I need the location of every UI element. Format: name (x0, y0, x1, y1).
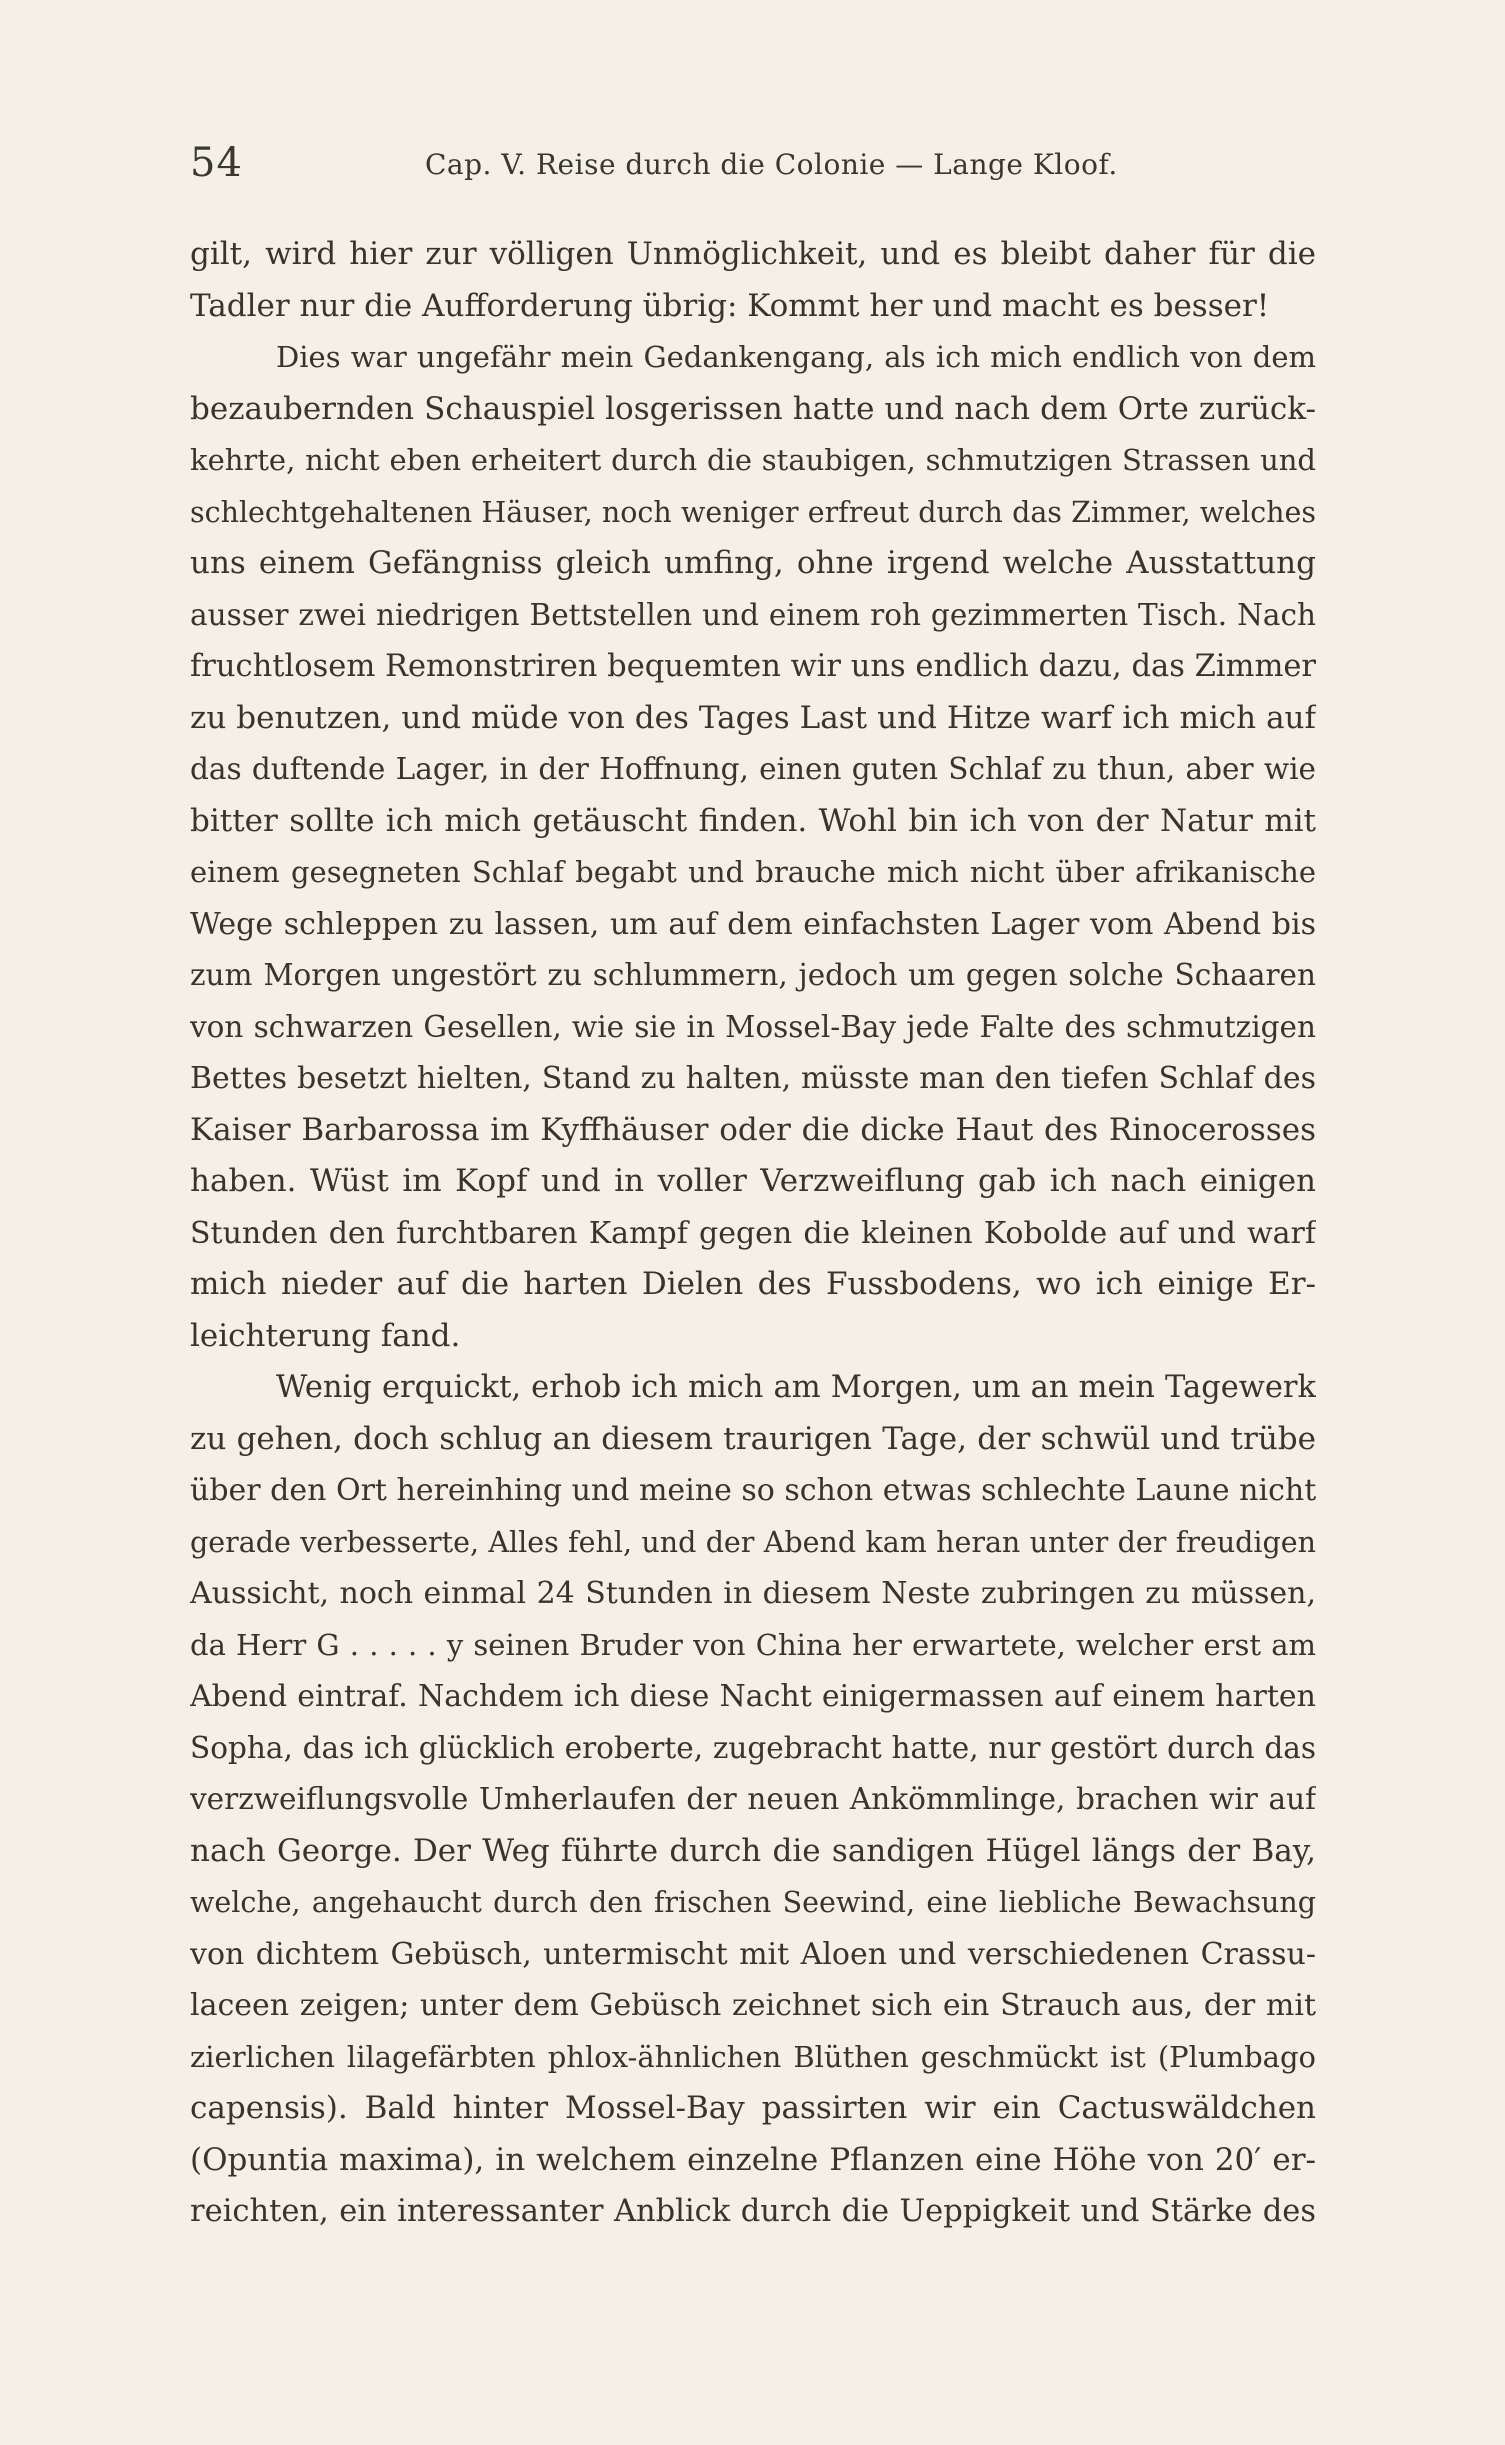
text-line: zum Morgen ungestört zu schlummern, jedoch um gegen solche Schaaren (190, 958, 1316, 992)
text-line: Bettes besetzt hielten, Stand zu halten, müsste man den tiefen Schlaf des (190, 1061, 1316, 1096)
text-line: capensis). Bald hinter Mossel-Bay passirten wir ein Cactuswäldchen (190, 2090, 1316, 2126)
text-line: gerade verbesserte, Alles fehl, und der Abend kam heran unter der freudigen (190, 1525, 1316, 1559)
text-line: von dichtem Gebüsch, untermischt mit Aloen und verschiedenen Crassu- (190, 1936, 1316, 1972)
running-title: Cap. V. Reise durch die Colonie — Lange Kloof. (425, 148, 1118, 181)
text-line: laceen zeigen; unter dem Gebüsch zeichnet sich ein Strauch aus, der mit (190, 1988, 1316, 2023)
text-line: leichterung fand. (190, 1317, 461, 1354)
text-line: ausser zwei niedrigen Bettstellen und einem roh gezimmerten Tisch. Nach (190, 597, 1316, 632)
text-line: über den Ort hereinhing und meine so schon etwas schlechte Laune nicht (190, 1473, 1316, 1508)
text-line: Aussicht, noch einmal 24 Stunden in diesem Neste zubringen zu müssen, (190, 1576, 1316, 1611)
text-line: verzweiflungsvolle Umherlaufen der neuen Ankömmlinge, brachen wir auf (190, 1782, 1316, 1816)
text-line: bitter sollte ich mich getäuscht finden. Wohl bin ich von der Natur mit (190, 802, 1316, 839)
body-text (190, 229, 1316, 2238)
text-line: Kaiser Barbarossa im Kyffhäuser oder die dicke Haut des Rinocerosses (190, 1111, 1316, 1148)
text-line: (Opuntia maxima), in welchem einzelne Pflanzen eine Höhe von 20′ er- (190, 2141, 1316, 2178)
text-line: Abend eintraf. Nachdem ich diese Nacht einigermassen auf einem harten (190, 1679, 1316, 1714)
text-line: da Herr G . . . . . y seinen Bruder von China her erwartete, welcher erst am (190, 1627, 1316, 1662)
text-line: nach George. Der Weg führte durch die sandigen Hügel längs der Bay, (190, 1832, 1316, 1869)
text-line: Dies war ungefähr mein Gedankengang, als ich mich endlich von dem (276, 340, 1316, 374)
text-line: einem gesegneten Schlaf begabt und brauche mich nicht über afrikanische (190, 855, 1316, 889)
text-line: haben. Wüst im Kopf und in voller Verzweiflung gab ich nach einigen (190, 1163, 1316, 1199)
text-line: Wege schleppen zu lassen, um auf dem einfachsten Lager vom Abend bis (190, 906, 1316, 942)
text-line: reichten, ein interessanter Anblick durch die Ueppigkeit und Stärke des (190, 2194, 1316, 2229)
text-line: bezaubernden Schauspiel losgerissen hatte und nach dem Orte zurück- (190, 390, 1316, 427)
text-line: von schwarzen Gesellen, wie sie in Mossel-Bay jede Falte des schmutzigen (190, 1009, 1316, 1044)
text-line: gilt, wird hier zur völligen Unmöglichkeit, und es bleibt daher für die (190, 236, 1316, 272)
text-line: Tadler nur die Aufforderung übrig: Kommt her und macht es besser! (190, 287, 1270, 324)
text-line: zu gehen, doch schlug an diesem traurigen Tage, der schwül und trübe (190, 1420, 1316, 1457)
text-line: Stunden den furchtbaren Kampf gegen die kleinen Kobolde auf und warf (190, 1215, 1316, 1251)
text-line: Wenig erquickt, erhob ich mich am Morgen, um an mein Tagewerk (276, 1370, 1316, 1405)
text-line: uns einem Gefängniss gleich umfing, ohne irgend welche Ausstattung (190, 545, 1316, 581)
text-line: Sopha, das ich glücklich eroberte, zugebracht hatte, nur gestört durch das (190, 1730, 1316, 1765)
page-number: 54 (190, 140, 243, 186)
text-line: das duftende Lager, in der Hoffnung, einen guten Schlaf zu thun, aber wie (190, 752, 1316, 786)
text-line: mich nieder auf die harten Dielen des Fussbodens, wo ich einige Er- (190, 1266, 1316, 1302)
text-line: zierlichen lilagefärbten phlox-ähnlichen Blüthen geschmückt ist (Plumbago (190, 2039, 1316, 2074)
page-header (190, 140, 1316, 200)
text-line: fruchtlosem Remonstriren bequemten wir uns endlich dazu, das Zimmer (190, 649, 1316, 684)
text-line: zu benutzen, und müde von des Tages Last und Hitze warf ich mich auf (190, 699, 1316, 736)
text-line: schlechtgehaltenen Häuser, noch weniger erfreut durch das Zimmer, welches (190, 495, 1316, 529)
text-line: welche, angehaucht durch den frischen Seewind, eine liebliche Bewachsung (190, 1886, 1316, 1919)
text-line: kehrte, nicht eben erheitert durch die staubigen, schmutzigen Strassen und (190, 443, 1316, 477)
